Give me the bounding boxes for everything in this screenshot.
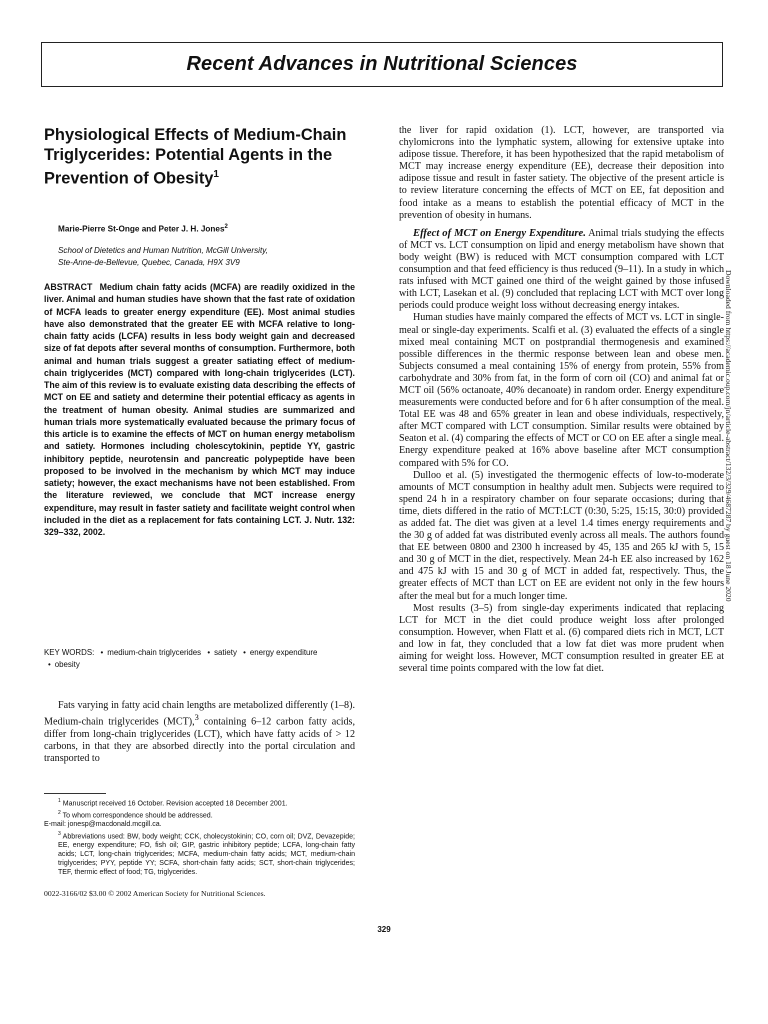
keyword-item: • energy expenditure — [239, 648, 317, 657]
abstract — [44, 281, 355, 538]
footnote-3 — [44, 830, 355, 878]
affiliation — [58, 245, 358, 269]
footnote-1-text: Manuscript received 16 October. Revision accepted 18 December 2001. — [60, 800, 288, 808]
article-title — [44, 125, 364, 188]
journal-banner — [41, 42, 723, 87]
keywords-label: KEY WORDS: — [44, 648, 95, 657]
title-footnote-mark[interactable]: 1 — [213, 169, 219, 180]
abbreviations-footnote-mark[interactable]: 3 — [194, 713, 199, 723]
article-title-text: Physiological Effects of Medium-Chain Triglycerides: Potential Agents in the Prevention of Obesity — [44, 126, 347, 188]
page-number: 329 — [377, 925, 391, 934]
section-paragraph-3: Dulloo et al. (5) investigated the thermogenic effects of low-to-moderate amounts of MCT consumption in healthy adult men. Subjects were required to spend 24 h in a respiratory chamber on four separate occasions; during that time, diets differed in the ratio of MCT:LCT (0:30, 5:25, 15:15, 30:0) provided as added fat. The diet was given at a level 1.4 times energy requirements and the 30 g of added fat was distributed evenly across all meals. The authors found that EE between 0800 and 2300 h increased by 45, 135 and 265 kJ with 5, 15 and 30 g of MCT in the diet, respectively. Mean 24-h EE also increased by 162 and 475 kJ with 15 and 30 g of MCT in added fat, respectively. Thus, the greater effects of MCT than LCT on EE are evident not only in the few hours after the meal but for a much longer time. — [399, 469, 724, 602]
footnote-3-mark: 3 — [58, 831, 61, 838]
keyword-item: • satiety — [203, 648, 237, 657]
abstract-text: Medium chain fatty acids (MCFA) are readily oxidized in the liver. Animal and human studies have shown that the fast rate of oxidation of MCFA leads to greater energy expenditure (EE). Most animal studies have also demonstrated that the greater EE with MCFA relative to long-chain fatty acids (LCFA) results in less body weight gain and decreased size of fat depots after several months of consumption. Furthermore, both animal and human trials suggest a greater satiating effect of medium-chain triglycerides (MCT) compared with long-chain triglycerides (LCT). The aim of this review is to evaluate existing data describing the effects of MCT on EE and satiety and determine their potential efficacy as agents in the treatment of human obesity. Animal studies are summarized and human trials more systematically evaluated because the primary focus of this article is to examine the effects of MCT on human energy metabolism and satiety. Hormones including cholescytokinin, peptide YY, gastric inhibitory peptide, neurotensin and pancreatic polypeptide have been proposed to be involved in the mechanism by which MCT may induce satiety; however, the exact mechanisms have not been established. From the literature reviewed, we conclude that MCT increase energy expenditure, may result in faster satiety and facilitate weight control when included in the diet as a replacement for fats containing LCT. — [44, 282, 355, 525]
section-paragraph-1-text: Animal trials studying the effects of MCT vs. LCT consumption on lipid and energy metabolism have shown that body weight (BW) is reduced with MCT consumption compared with LCT consumption and that feed efficiency is thus reduced (9–11). In a study in which rats infused with MCT gained one third of the weight gained by those infused with LCT, Lasekan et al. (9) concluded that replacing LCT with MCT over long periods could produce weight loss without decreasing energy intakes. — [399, 227, 725, 312]
footnote-2-email[interactable]: E-mail: jonesp@macdonald.mcgill.ca. — [44, 821, 162, 829]
download-notice[interactable]: Downloaded from https://academic.oup.com/jn/article-abstract/132/3/329/4687287 by guest on 18 June 2020 — [724, 270, 733, 602]
continuation-paragraph: the liver for rapid oxidation (1). LCT, however, are transported via chylomicrons into the lymphatic system, allowing for extensive uptake into adipose tissue. Therefore, it has been hypothesized that the rapid metabolism of MCT may increase energy expenditure (EE), decrease their deposition into adipose tissue and result in faster satiety. The objective of the present article is to review literature concerning the effects of MCT on EE, fat deposition and food intake as a means to establish the potential efficacy of MCT in the prevention of obesity in humans. — [399, 125, 724, 221]
affiliation-line-1: School of Dietetics and Human Nutrition, McGill University, — [58, 246, 268, 255]
footnote-3-text: Abbreviations used: BW, body weight; CCK, cholecystokinin; CO, corn oil; DVZ, Devazepide; EE, energy expenditure; FO, fish oil; GIP, gastric inhibitory peptide; LCFA, long-chain fatty acids; LCT, long-chain triglycerides; MCFA, medium-chain fatty acids; MCT, medium-chain triglycerides; PYY, peptide YY; SCFA, short-chain fatty acids; SCT, short-chain triglycerides; TEF, thermic effect of food; TG, triglycerides. — [58, 833, 355, 876]
journal-citation: J. Nutr. 132: 329–332, 2002. — [44, 514, 355, 537]
right-column — [399, 125, 724, 675]
journal-banner-title: Recent Advances in Nutritional Sciences — [186, 53, 578, 75]
footnote-1 — [44, 797, 355, 809]
author-footnote-mark[interactable]: 2 — [224, 224, 228, 230]
keyword-item: • medium-chain triglycerides — [96, 648, 201, 657]
author-names: Marie-Pierre St-Onge and Peter J. H. Jones — [58, 224, 225, 234]
keywords — [44, 647, 355, 671]
keyword-item: • obesity — [44, 660, 80, 669]
author-list — [58, 224, 358, 234]
copyright-line: 0022-3166/02 $3.00 © 2002 American Society for Nutritional Sciences. — [44, 889, 266, 898]
footnote-divider — [44, 793, 106, 794]
intro-paragraph — [44, 700, 355, 765]
footnote-2 — [44, 809, 355, 821]
footnote-2-text: To whom correspondence should be addressed. — [60, 812, 213, 820]
footnote-2-mark: 2 — [58, 810, 61, 817]
intro-text-a: Fats varying in fatty acid chain lengths are metabolized differently (1–8). Medium-chain triglycerides (MCT), — [44, 700, 355, 728]
abstract-label: ABSTRACT — [44, 282, 93, 292]
section-paragraph-2: Human studies have mainly compared the effects of MCT vs. LCT in single-meal or single-day experiments. Scalfi et al. (3) evaluated the effects of a single mixed meal containing MCT on postprandial thermogenesis and examined possible differences in the thermic response between lean and obese men. Subjects consumed a meal containing 15% of energy from protein, 55% from carbohydrate and 30% from fat, in the form of corn oil (CO) and animal fat or MCT oil (56% octanoate, 40% decanoate) in random order. Energy expenditure measurements were conducted before and for 6 h after consumption of the meal. Total EE was 48 and 65% greater in lean and obese individuals, respectively, after MCT compared with LCT consumption. Similar results were obtained by Seaton et al. (4) comparing the effects of MCT or CO on EE after a single meal. Energy expenditure peaked at 16% above baseline after MCT consumption compared with 5% for CO. — [399, 312, 724, 469]
section-heading: Effect of MCT on Energy Expenditure. — [413, 227, 586, 239]
footnotes — [44, 797, 355, 878]
section-paragraph-4: Most results (3–5) from single-day experiments indicated that replacing LCT for MCT in the diet could produce weight loss after prolonged consumption. However, when Flatt et al. (6) compared diets rich in MCT, LCT and low in fat, they concluded that a low fat diet was more prudent when aiming for weight loss. However, MCT consumption resulted in greater EE at several time points compared with the low fat diet. — [399, 602, 724, 675]
footnote-1-mark: 1 — [58, 798, 61, 804]
section-paragraph-1 — [399, 228, 724, 313]
intro-text-b: containing 6–12 carbon fatty acids, differ from long-chain triglycerides (LCT), which have fatty acids of > 12 carbons, in that they are absorbed directly into the portal circulation and transported to — [44, 716, 356, 764]
affiliation-line-2: Ste-Anne-de-Bellevue, Quebec, Canada, H9X 3V9 — [58, 258, 240, 267]
